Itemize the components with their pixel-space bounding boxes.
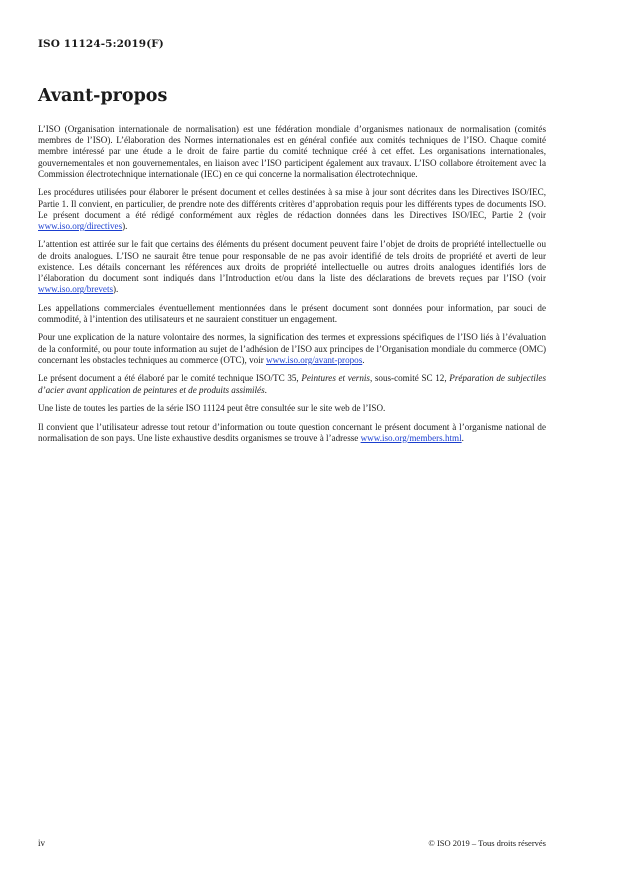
paragraph-2-text: Les procédures utilisées pour élaborer le présent document et celles destinées à sa mise à jour sont décrites dans les Directives ISO/IEC, Partie 1. Il convient, en particulier, de prendre note des différents critères d’approbation requis pour les différents types de documents ISO. Le présent document a été rédigé conformément aux règles de rédaction données dans les Directives ISO/IEC, Partie 2 (voir	[38, 187, 546, 220]
paragraph-3	[38, 239, 546, 295]
paragraph-6-b: , sous-comité SC 12,	[369, 373, 450, 384]
paragraph-6	[38, 373, 546, 395]
paragraph-1: L’ISO (Organisation internationale de normalisation) est une fédération mondiale d’organismes nationaux de normalisation (comités membres de l’ISO). L’élaboration des Normes internationales est en général confiée aux comités techniques de l’ISO. Chaque comité membre intéressé par une étude a le droit de faire partie du comité technique créé à cet effet. Les organisations internationales, gouvernementales et non gouvernementales, en liaison avec l’ISO participent également aux travaux. L’ISO collabore étroitement avec la Commission électrotechnique internationale (IEC) en ce qui concerne la normalisation électrotechnique.	[38, 124, 546, 179]
document-identifier: ISO 11124-5:2019(F)	[38, 38, 164, 50]
committee-title: Peintures et vernis	[301, 373, 370, 384]
paragraph-8	[38, 422, 546, 444]
foreword-body	[38, 124, 546, 451]
patents-link[interactable]: www.iso.org/brevets	[38, 284, 114, 295]
paragraph-2-end: ).	[122, 220, 128, 231]
section-title: Avant-propos	[38, 86, 168, 106]
directives-link[interactable]: www.iso.org/directives	[38, 220, 123, 231]
paragraph-5-end: .	[362, 354, 365, 365]
paragraph-6-end: .	[264, 384, 267, 395]
paragraph-2	[38, 187, 546, 232]
members-link[interactable]: www.iso.org/members.html	[360, 432, 462, 443]
paragraph-5-text: Pour une explication de la nature volontaire des normes, la signification des termes et expressions spécifiques de l’ISO liés à l’évaluation de la conformité, ou pour toute information au sujet de l’adhésion de l’ISO aux principes de l’Organisation mondiale du commerce (OMC) concernant les obstacles techniques au commerce (OTC), voir	[38, 332, 546, 365]
paragraph-8-end: .	[461, 432, 464, 443]
copyright-notice: © ISO 2019 – Tous droits réservés	[428, 838, 546, 848]
foreword-link[interactable]: www.iso.org/avant-propos	[266, 354, 363, 365]
page-number: iv	[38, 838, 46, 848]
paragraph-5	[38, 332, 546, 366]
subcommittee-title: Préparation de subjectiles d’acier avant application de peintures et de produits assimilés	[38, 373, 546, 395]
paragraph-3-end: ).	[113, 284, 119, 295]
paragraph-7: Une liste de toutes les parties de la série ISO 11124 peut être consultée sur le site web de l’ISO.	[38, 403, 386, 414]
paragraph-4: Les appellations commerciales éventuellement mentionnées dans le présent document sont données pour information, par souci de commodité, à l’intention des utilisateurs et ne sauraient constituer un engagement.	[38, 302, 546, 324]
paragraph-8-text: Il convient que l’utilisateur adresse tout retour d’information ou toute question concernant le présent document à l’organisme national de normalisation de son pays. Une liste exhaustive desdits organismes se trouve à l’adresse	[38, 421, 546, 443]
paragraph-3-text: L’attention est attirée sur le fait que certains des éléments du présent document peuvent faire l’objet de droits de propriété intellectuelle ou de droits analogues. L’ISO ne saurait être tenue pour responsable de ne pas avoir identifié de tels droits de propriété et averti de leur existence. Les détails concernant les références aux droits de propriété intellectuelle ou autres droits analogues identifiés lors de l’élaboration du document sont indiqués dans l’Introduction et/ou dans la liste des déclarations de brevets reçues par l’ISO (voir	[38, 239, 546, 284]
paragraph-6-a: Le présent document a été élaboré par le comité technique ISO/TC 35,	[38, 373, 302, 384]
